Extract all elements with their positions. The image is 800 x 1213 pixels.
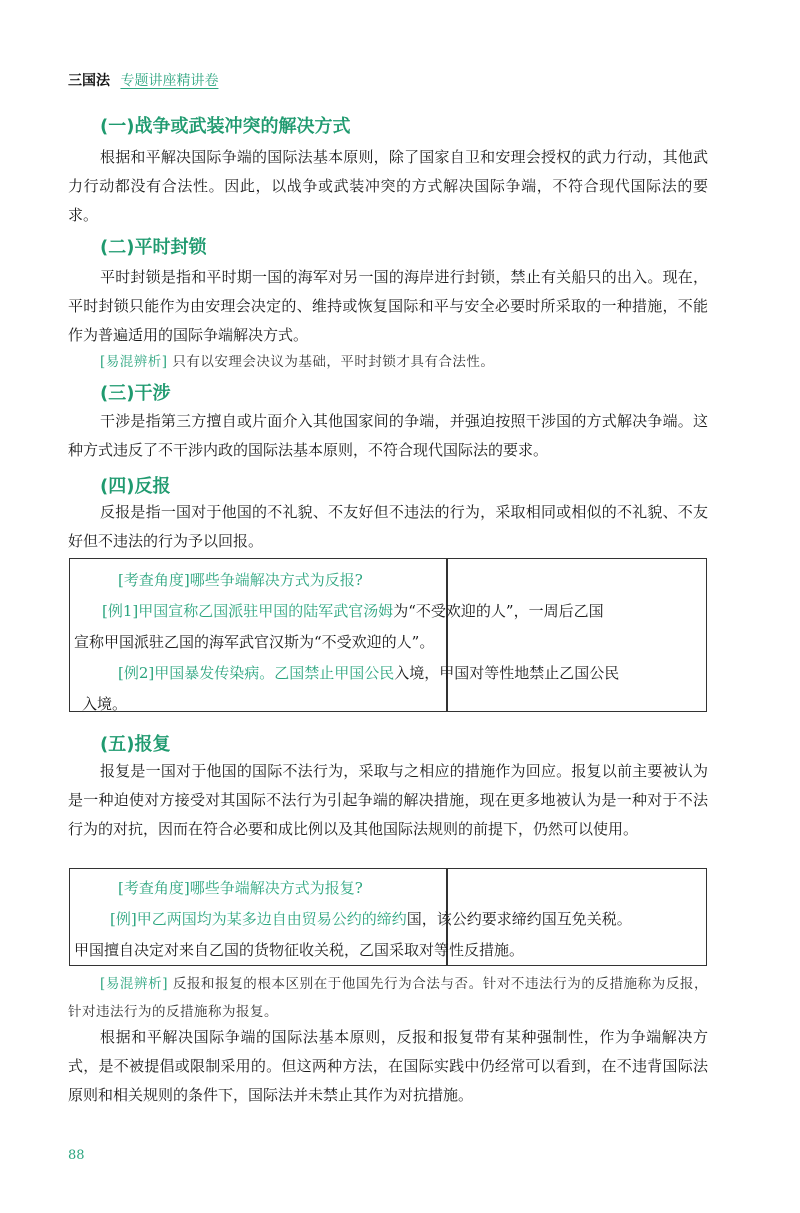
- section-title-retorsion: (四)反报: [100, 476, 171, 497]
- tip-text: 反报和报复的根本区别在于他国先行为合法与否。针对不违法行为的反措施称为反报，针对违法行为的反措施称为报复。: [68, 976, 709, 1020]
- section-body-war: 根据和平解决国际争端的国际法基本原则，除了国家自卫和安理会授权的武力行动，其他武力行动都没有合法性。因此，以战争或武装冲突的方式解决国际争端，不符合现代国际法的要求。: [68, 148, 708, 224]
- tip-blockade: [68, 348, 708, 376]
- example-line2: 甲国擅自决定对来自乙国的货物征收关税，乙国采取对等性反措施。: [74, 941, 525, 959]
- section-title-war: (一)战争或武装冲突的解决方式: [100, 116, 351, 137]
- example-rest: 国，该公约要求缔约国互免关税。: [406, 910, 632, 928]
- section-title-intervention: (三)干涉: [100, 383, 171, 404]
- tip-text: 只有以安理会决议为基础，平时封锁才具有合法性。: [172, 354, 495, 370]
- page-header: [68, 70, 218, 90]
- example-label: [例]甲乙两国均为某多边自由贸易公约的缔约: [110, 910, 407, 928]
- example-1-label: [例1]甲国宣称乙国派驻甲国的陆军武官汤姆: [102, 602, 394, 620]
- example: [78, 904, 704, 935]
- example-2-label: [例2]甲国暴发传染病。乙国禁止甲国公民: [118, 664, 395, 682]
- page-number: 88: [68, 1148, 85, 1163]
- box-content: [74, 565, 704, 720]
- exam-angle: [考查角度]哪些争端解决方式为报复?: [118, 879, 363, 897]
- example-2-rest: 入境，甲国对等性地禁止乙国公民: [394, 664, 620, 682]
- series-title: 专题讲座精讲卷: [120, 73, 219, 89]
- example-1: [78, 596, 704, 627]
- section-body-reprisal: 报复是一国对于他国的国际不法行为，采取与之相应的措施作为回应。报复以前主要被认为是一种迫使对方接受对其国际不法行为引起争端的解决措施，现在更多地被认为是一种对于不法行为的对抗，因而在符合必要和成比例以及其他国际法规则的前提下，仍然可以使用。: [68, 762, 708, 838]
- exam-box-retorsion: [69, 558, 707, 712]
- tip-tag: [易混辨析]: [100, 354, 168, 370]
- box-content: [74, 873, 704, 966]
- example-2: [78, 658, 704, 689]
- closing-paragraph: 根据和平解决国际争端的国际法基本原则，反报和报复带有某种强制性，作为争端解决方式，是不被提倡或限制采用的。但这两种方法，在国际实践中仍经常可以看到，在不违背国际法原则和相关规则的条件下，国际法并未禁止其作为对抗措施。: [68, 1028, 708, 1104]
- example-2-line2: 入境。: [82, 695, 128, 713]
- section-title-blockade: (二)平时封锁: [100, 237, 207, 258]
- section-body-intervention: 干涉是指第三方擅自或片面介入其他国家间的争端，并强迫按照干涉国的方式解决争端。这种方式违反了不干涉内政的国际法基本原则，不符合现代国际法的要求。: [68, 412, 708, 459]
- exam-box-reprisal: [69, 868, 707, 966]
- exam-angle: [考查角度]哪些争端解决方式为反报?: [118, 571, 363, 589]
- example-1-line2: 宣称甲国派驻乙国的海军武官汉斯为“不受欢迎的人”。: [74, 633, 435, 651]
- section-title-reprisal: (五)报复: [100, 734, 171, 755]
- tip-tag: [易混辨析]: [100, 976, 168, 992]
- tip-reprisal: [68, 970, 708, 1026]
- section-body-retorsion: 反报是指一国对于他国的不礼貌、不友好但不违法的行为，采取相同或相似的不礼貌、不友好但不违法的行为予以回报。: [68, 503, 708, 550]
- section-body-blockade: 平时封锁是指和平时期一国的海军对另一国的海岸进行封锁，禁止有关船只的出入。现在，平时封锁只能作为由安理会决定的、维持或恢复国际和平与安全必要时所采取的一种措施，不能作为普遍适用的国际争端解决方式。: [68, 268, 708, 344]
- book-title: 三国法: [68, 73, 110, 89]
- example-1-rest: 为“不受欢迎的人”，一周后乙国: [393, 602, 604, 620]
